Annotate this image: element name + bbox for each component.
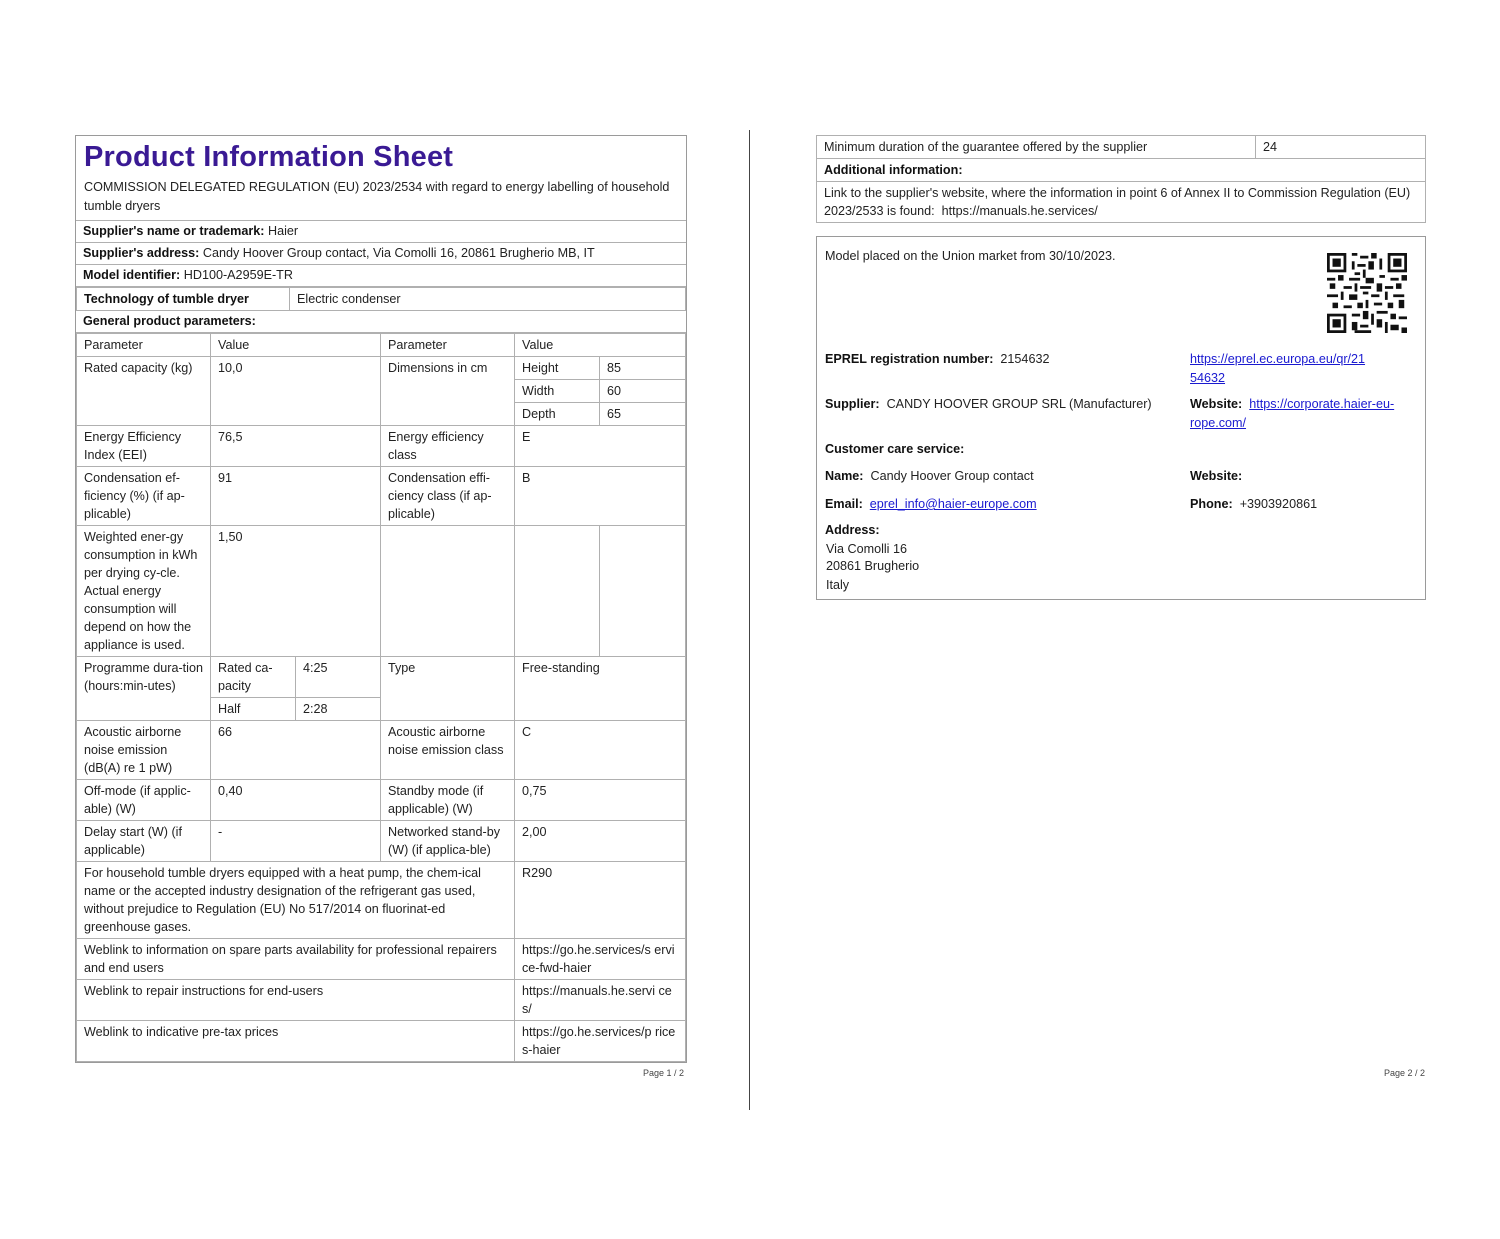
- technology-label: Technology of tumble dryer: [77, 288, 290, 311]
- cond-eff-label: Condensation ef-ficiency (%) (if ap-plicable): [77, 467, 211, 526]
- customer-care-label: Customer care service:: [825, 442, 965, 456]
- additional-info-text: Link to the supplier's website, where the information in point 6 of Annex II to Commission Regulation (EU) 2023/2533 is found:: [824, 186, 1411, 218]
- programme-duration-label: Programme dura-tion (hours:min-utes): [77, 657, 211, 721]
- cond-class-label: Condensation effi-ciency class (if ap-plicable): [381, 467, 515, 526]
- weighted-energy-value: 1,50: [211, 526, 381, 657]
- website-link-continued[interactable]: rope.com/: [1190, 416, 1246, 430]
- type-label: Type: [381, 657, 515, 721]
- rated-capacity-label: Rated capacity (kg): [77, 357, 211, 426]
- qr-code-icon: [1327, 253, 1407, 333]
- width-value: 60: [600, 380, 686, 403]
- regulation-subtitle: COMMISSION DELEGATED REGULATION (EU) 2023/2534 with regard to energy labelling of household tumble dryers: [84, 180, 670, 213]
- supplier-address-label: Supplier's address:: [83, 246, 200, 260]
- standby-label: Standby mode (if applicable) (W): [381, 780, 515, 821]
- page-1: [75, 135, 687, 1063]
- model-row: [76, 265, 686, 287]
- supplier-name-row: [76, 221, 686, 243]
- email-row: [825, 495, 1037, 514]
- rated-capacity-time: 4:25: [296, 657, 381, 698]
- noise-class-label: Acoustic airborne noise emission class: [381, 721, 515, 780]
- rated-capacity-sublabel: Rated ca-pacity: [211, 657, 296, 698]
- website-row: [1190, 395, 1394, 414]
- networked-value: 2,00: [515, 821, 686, 862]
- eprel-row: [825, 350, 1049, 369]
- eprel-link-line-2: [1190, 369, 1225, 388]
- additional-info-label: Additional information:: [817, 159, 1426, 182]
- half-label: Half: [211, 698, 296, 721]
- address-label: Address:: [825, 523, 880, 537]
- eprel-link[interactable]: https://eprel.ec.europa.eu/qr/21: [1190, 352, 1366, 366]
- general-params-label: General product parameters:: [83, 314, 256, 328]
- address-line-1: Via Comolli 16: [826, 542, 907, 556]
- cond-eff-value: 91: [211, 467, 381, 526]
- col-header-parameter-2: Parameter: [381, 334, 515, 357]
- offmode-label: Off-mode (if applic-able) (W): [77, 780, 211, 821]
- noise-value: 66: [211, 721, 381, 780]
- eprel-box: [816, 236, 1426, 600]
- name-row: [825, 467, 1034, 486]
- title-block: [76, 136, 686, 221]
- col-header-parameter: Parameter: [77, 334, 211, 357]
- email-label: Email:: [825, 497, 863, 511]
- technology-table: [76, 287, 686, 311]
- ee-class-label: Energy efficiency class: [381, 426, 515, 467]
- guarantee-table: [816, 135, 1426, 223]
- weighted-energy-label: Weighted ener-gy consumption in kWh per drying cy-cle. Actual energy consumption will depend on how the appliance is used.: [77, 526, 211, 657]
- width-label: Width: [515, 380, 600, 403]
- supplier-name-label: Supplier's name or trademark:: [83, 224, 265, 238]
- empty-cell: [515, 526, 600, 657]
- guarantee-value: 24: [1256, 136, 1426, 159]
- networked-label: Networked stand-by (W) (if applica-ble): [381, 821, 515, 862]
- spare-parts-label: Weblink to information on spare parts availability for professional repairers and end users: [77, 939, 515, 980]
- care-website-row: [1190, 467, 1242, 486]
- technology-value: Electric condenser: [290, 288, 686, 311]
- page-2: [816, 135, 1426, 600]
- depth-label: Depth: [515, 403, 600, 426]
- half-time: 2:28: [296, 698, 381, 721]
- cond-class-value: B: [515, 467, 686, 526]
- page-title: Product Information Sheet: [84, 141, 454, 173]
- address-line-2: 20861 Brugherio: [826, 559, 920, 573]
- col-header-value-2: Value: [515, 334, 686, 357]
- page-number-1: Page 1 / 2: [643, 1068, 685, 1078]
- market-text: Model placed on the Union market from 30/10/2023.: [825, 249, 1116, 263]
- type-value: Free-standing: [515, 657, 686, 721]
- page-number-2: Page 2 / 2: [1384, 1068, 1426, 1078]
- phone-row: [1190, 495, 1317, 514]
- website-label: Website:: [1190, 397, 1243, 411]
- refrigerant-value: R290: [515, 862, 686, 939]
- supplier-name-value: Haier: [267, 224, 299, 238]
- height-label: Height: [515, 357, 600, 380]
- eprel-value: 2154632: [1000, 352, 1050, 366]
- general-params-row: [76, 311, 686, 333]
- parameters-table: [76, 333, 686, 1062]
- rated-capacity-value: 10,0: [211, 357, 381, 426]
- additional-info-cell: [817, 182, 1426, 223]
- name-label: Name:: [825, 469, 864, 483]
- ee-class-value: E: [515, 426, 686, 467]
- email-link[interactable]: eprel_info@haier-europe.com: [869, 497, 1037, 511]
- noise-label: Acoustic airborne noise emission (dB(A) re 1 pW): [77, 721, 211, 780]
- supplier-value: CANDY HOOVER GROUP SRL (Manufacturer): [886, 397, 1152, 411]
- phone-value: +3903920861: [1239, 497, 1318, 511]
- spare-parts-link[interactable]: https://go.he.services/s ervice-fwd-haier: [515, 939, 686, 980]
- dimensions-label: Dimensions in cm: [381, 357, 515, 426]
- empty-cell: [381, 526, 515, 657]
- address-line-3: Italy: [826, 578, 850, 592]
- phone-label: Phone:: [1190, 497, 1233, 511]
- repair-link[interactable]: https://manuals.he.servi ces/: [515, 980, 686, 1021]
- website-link[interactable]: https://corporate.haier-eu-: [1249, 397, 1395, 411]
- standby-value: 0,75: [515, 780, 686, 821]
- supplier-row: [825, 395, 1152, 414]
- additional-info-link[interactable]: https://manuals.he.services/: [941, 204, 1098, 218]
- website-link-line-2: [1190, 414, 1246, 433]
- depth-value: 65: [600, 403, 686, 426]
- page-separator: [749, 130, 750, 1110]
- eei-label: Energy Efficiency Index (EEI): [77, 426, 211, 467]
- offmode-value: 0,40: [211, 780, 381, 821]
- col-header-value: Value: [211, 334, 381, 357]
- supplier-address-value: Candy Hoover Group contact, Via Comolli 16, 20861 Brugherio MB, IT: [202, 246, 595, 260]
- prices-label: Weblink to indicative pre-tax prices: [77, 1021, 515, 1062]
- model-value: HD100-A2959E-TR: [183, 268, 293, 282]
- delay-label: Delay start (W) (if applicable): [77, 821, 211, 862]
- height-value: 85: [600, 357, 686, 380]
- eprel-label: EPREL registration number:: [825, 352, 994, 366]
- supplier-label: Supplier:: [825, 397, 880, 411]
- supplier-address-row: [76, 243, 686, 265]
- model-label: Model identifier:: [83, 268, 181, 282]
- guarantee-label: Minimum duration of the guarantee offered by the supplier: [817, 136, 1256, 159]
- noise-class-value: C: [515, 721, 686, 780]
- empty-cell: [600, 526, 686, 657]
- repair-label: Weblink to repair instructions for end-users: [77, 980, 515, 1021]
- eprel-link-line-1: [1190, 350, 1365, 369]
- eei-value: 76,5: [211, 426, 381, 467]
- name-value: Candy Hoover Group contact: [870, 469, 1034, 483]
- eprel-link-continued[interactable]: 54632: [1190, 371, 1226, 385]
- eprel-grid: [817, 237, 1425, 599]
- care-website-label: Website:: [1190, 469, 1243, 483]
- refrigerant-label: For household tumble dryers equipped with a heat pump, the chem-ical name or the accepted industry designation of the refrigerant gas used, without prejudice to Regulation (EU) No 517/2014 on fluorinat-ed greenhouse gases.: [77, 862, 515, 939]
- prices-link[interactable]: https://go.he.services/p rices-haier: [515, 1021, 686, 1062]
- delay-value: -: [211, 821, 381, 862]
